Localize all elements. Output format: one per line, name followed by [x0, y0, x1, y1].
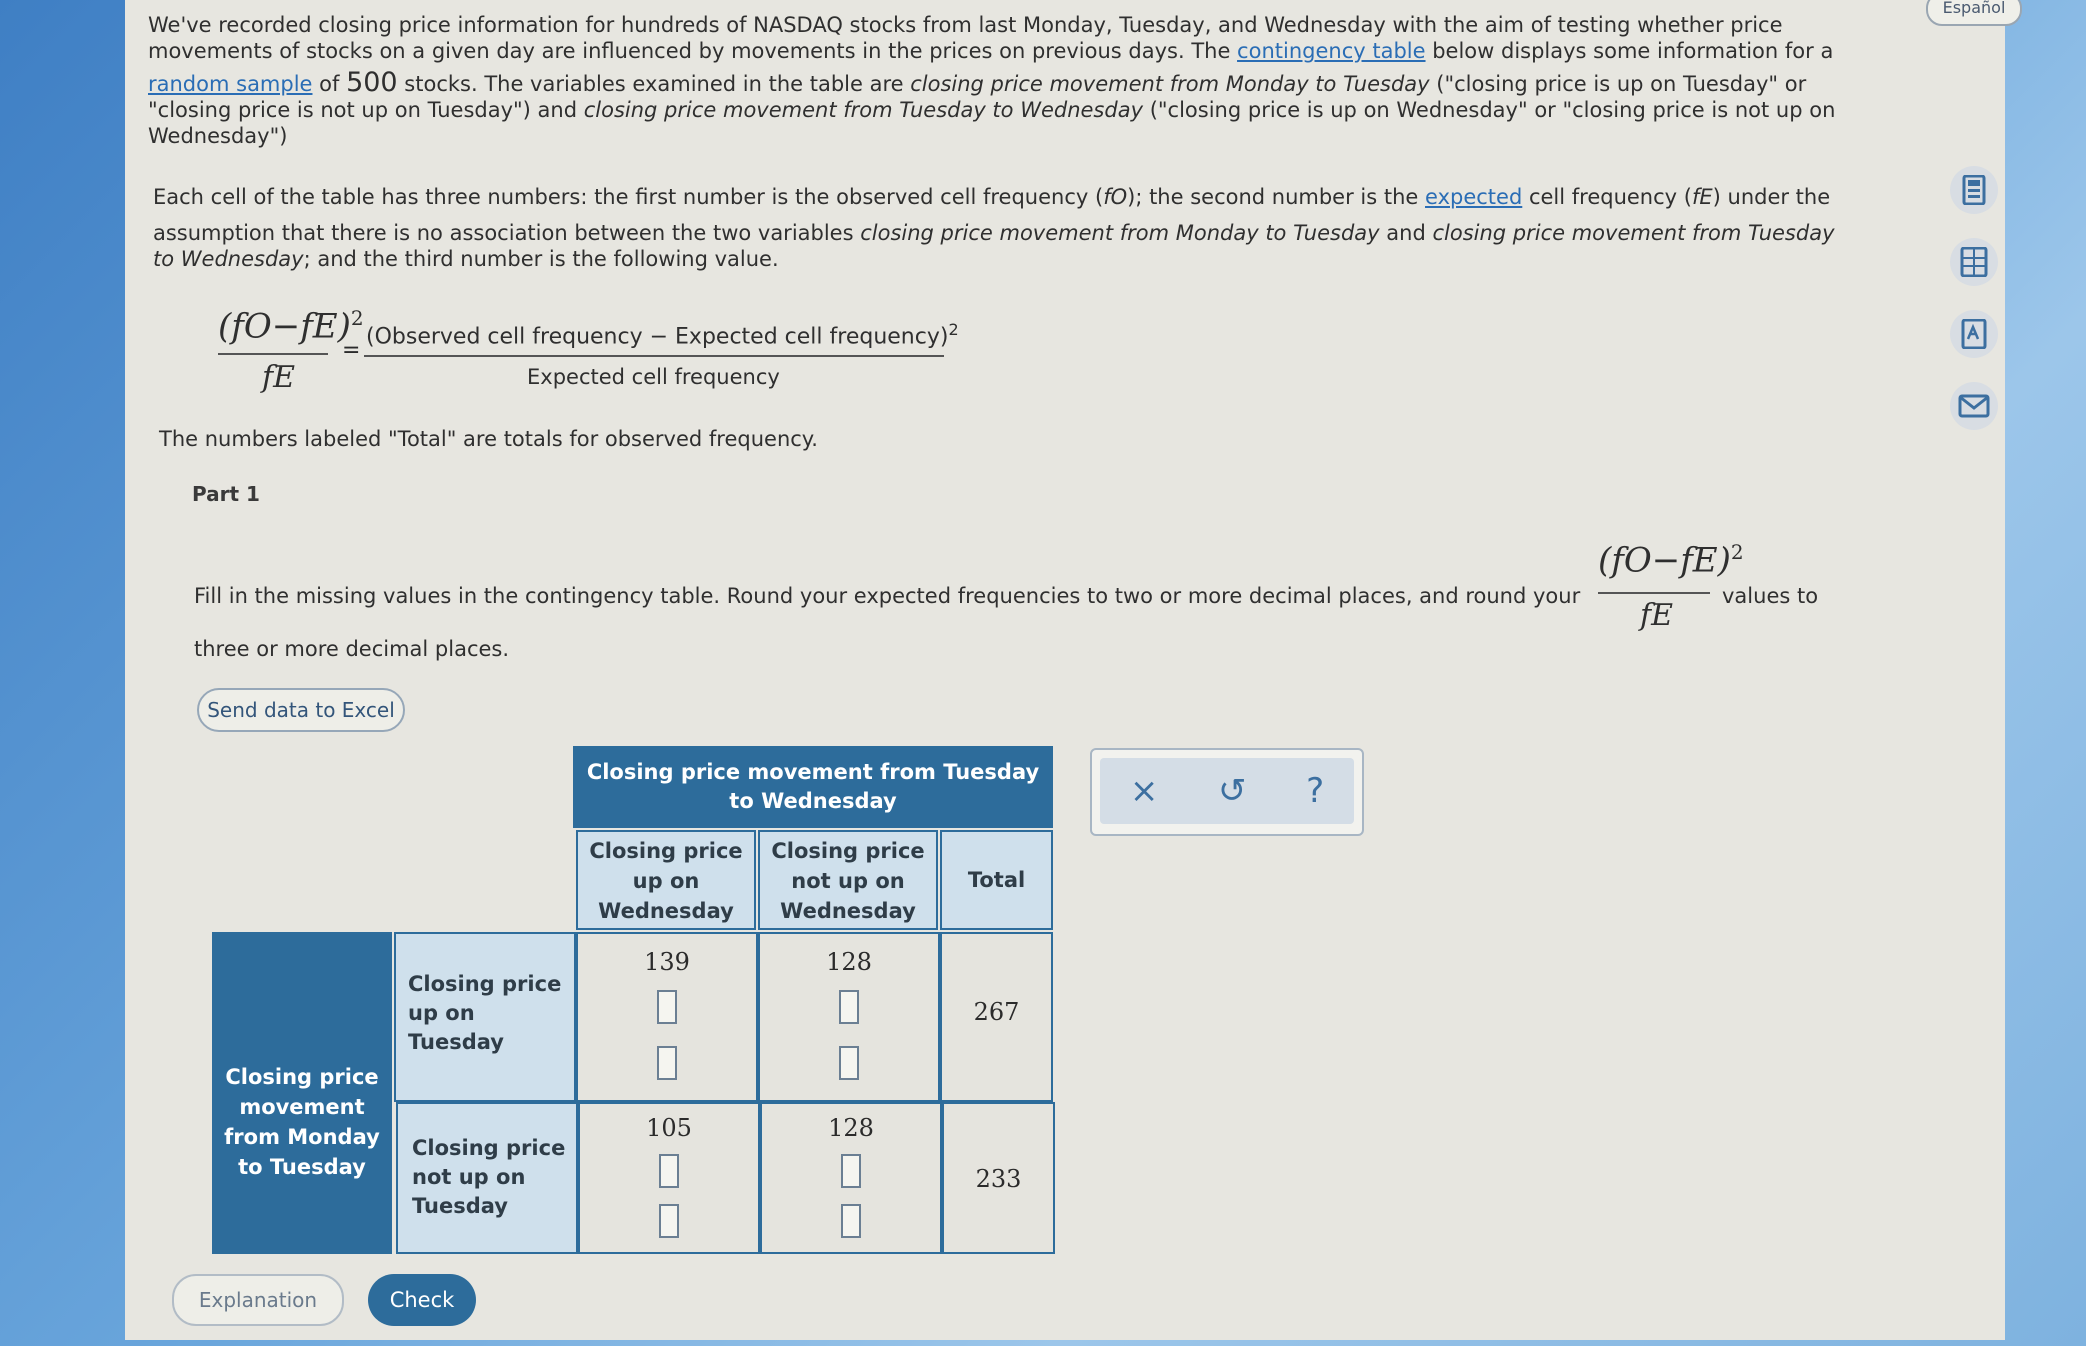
- intro-text: ("closing price is up on Wednesday" or "closing price is not up on: [1143, 98, 1836, 122]
- answer-tools-inner: [1100, 758, 1354, 824]
- mail-icon[interactable]: [1950, 382, 1998, 430]
- cells-description: [153, 184, 1913, 272]
- formula-equals: =: [342, 338, 361, 363]
- chi-term-input[interactable]: [841, 1204, 861, 1238]
- fo-symbol: fO: [1103, 185, 1128, 209]
- desc-line: [153, 220, 1913, 246]
- data-table-icon[interactable]: [1950, 238, 1998, 286]
- intro-paragraph: [148, 12, 1908, 149]
- expected-input[interactable]: [841, 1154, 861, 1188]
- variable-2: closing price movement from Tuesday: [1432, 221, 1835, 245]
- desc-line: [153, 246, 1913, 272]
- chi-term-input[interactable]: [839, 1046, 859, 1080]
- intro-line: We've recorded closing price information for hundreds of NASDAQ stocks from last Monday, Tuesday, and Wednesday with the aim of testing whether price: [148, 13, 1783, 37]
- formula-rhs-denominator: Expected cell frequency: [527, 365, 780, 389]
- intro-line: [148, 67, 1908, 98]
- explanation-button[interactable]: Explanation: [172, 1274, 344, 1326]
- intro-text: below displays some information for a: [1425, 39, 1834, 63]
- clear-icon[interactable]: ×: [1129, 771, 1159, 811]
- sample-size: 500: [346, 67, 398, 98]
- desc-text: ); the second number is the: [1127, 185, 1426, 209]
- expected-input[interactable]: [659, 1154, 679, 1188]
- fe-symbol: fE: [1691, 185, 1713, 209]
- intro-line: [148, 38, 1908, 64]
- col-header-not-up-wednesday: Closing price not up on Wednesday: [758, 830, 938, 930]
- row1-total: 267: [940, 932, 1053, 1102]
- variable-2: closing price movement from Tuesday to Wednesday: [583, 98, 1144, 122]
- cell-r1c2: [758, 932, 940, 1102]
- instructions-fraction-numerator: $(fO-fE)^2$: [1598, 540, 1744, 581]
- chi-term-input[interactable]: [659, 1204, 679, 1238]
- row-group-header: Closing price movement from Monday to Tuesday: [212, 932, 392, 1254]
- instructions-fraction-bar: [1598, 592, 1710, 594]
- intro-line: Wednesday"): [148, 124, 288, 148]
- observed-value: 105: [646, 1114, 692, 1142]
- formula-lhs-denominator: fE: [262, 360, 296, 395]
- observed-value: 128: [826, 948, 872, 976]
- formula-rhs-bar: [364, 355, 944, 357]
- intro-text: movements of stocks on a given day are influenced by movements in the prices on previous days. The: [148, 39, 1238, 63]
- formula-lhs-numerator: $(fO-fE)^2$: [218, 306, 364, 347]
- variable-1: closing price movement from Monday to Tuesday: [910, 72, 1430, 96]
- expected-input[interactable]: [839, 990, 859, 1024]
- observed-value: 139: [644, 948, 690, 976]
- chi-term-input[interactable]: [657, 1046, 677, 1080]
- intro-text: of: [312, 72, 347, 96]
- undo-icon[interactable]: ↺: [1217, 771, 1247, 811]
- random-sample-link[interactable]: random sample: [148, 72, 313, 96]
- intro-text: stocks. The variables examined in the table are: [397, 72, 911, 96]
- observed-value: 128: [828, 1114, 874, 1142]
- expected-input[interactable]: [657, 990, 677, 1024]
- cell-r2c2: [760, 1102, 942, 1254]
- row-header-up-tuesday: Closing price up on Tuesday: [394, 932, 576, 1102]
- variable-1: closing price movement from Monday to Tuesday: [860, 221, 1380, 245]
- cell-r1c1: [576, 932, 758, 1102]
- help-icon[interactable]: ?: [1306, 771, 1325, 811]
- calculator-icon[interactable]: [1950, 166, 1998, 214]
- desc-text: Each cell of the table has three numbers: the first number is the observed cell frequency (: [153, 185, 1104, 209]
- expected-link[interactable]: expected: [1425, 185, 1523, 209]
- variable-2-end: to Wednesday: [153, 247, 304, 271]
- espanol-toggle[interactable]: Español: [1926, 0, 2022, 26]
- desc-text: and: [1379, 221, 1433, 245]
- textbook-icon[interactable]: [1950, 310, 1998, 358]
- total-note: The numbers labeled "Total" are totals for observed frequency.: [159, 427, 818, 451]
- contingency-table-link[interactable]: contingency table: [1237, 39, 1426, 63]
- desc-text: ) under the: [1712, 185, 1831, 209]
- intro-line: [148, 97, 1908, 123]
- column-group-header: Closing price movement from Tuesday to Wednesday: [573, 746, 1053, 828]
- desc-text: ; and the third number is the following value.: [303, 247, 779, 271]
- col-header-total: Total: [940, 830, 1053, 930]
- instructions-line2: three or more decimal places.: [194, 637, 510, 661]
- col-header-up-wednesday: Closing price up on Wednesday: [576, 830, 756, 930]
- answer-tools: [1090, 748, 1364, 836]
- desc-text: assumption that there is no association between the two variables: [153, 221, 861, 245]
- part-label: Part 1: [192, 482, 260, 506]
- instructions-line1-end: values to: [1722, 584, 1819, 608]
- row-header-not-up-tuesday: Closing price not up on Tuesday: [396, 1102, 578, 1254]
- cell-r2c1: [578, 1102, 760, 1254]
- check-button[interactable]: Check: [368, 1274, 476, 1326]
- intro-text: "closing price is not up on Tuesday") and: [148, 98, 584, 122]
- instructions-line1: Fill in the missing values in the contingency table. Round your expected frequencies to two or more decimal places, and round your: [194, 584, 1581, 608]
- formula-lhs-bar: [218, 353, 328, 355]
- row2-total: 233: [942, 1102, 1055, 1254]
- instructions-fraction-denominator: fE: [1640, 598, 1674, 633]
- send-to-excel-button[interactable]: Send data to Excel: [197, 688, 405, 732]
- intro-text: ("closing price is up on Tuesday" or: [1429, 72, 1807, 96]
- desc-text: cell frequency (: [1522, 185, 1692, 209]
- desc-line: [153, 184, 1913, 210]
- formula-rhs-numerator: (Observed cell frequency − Expected cell frequency)$^2$: [366, 320, 959, 350]
